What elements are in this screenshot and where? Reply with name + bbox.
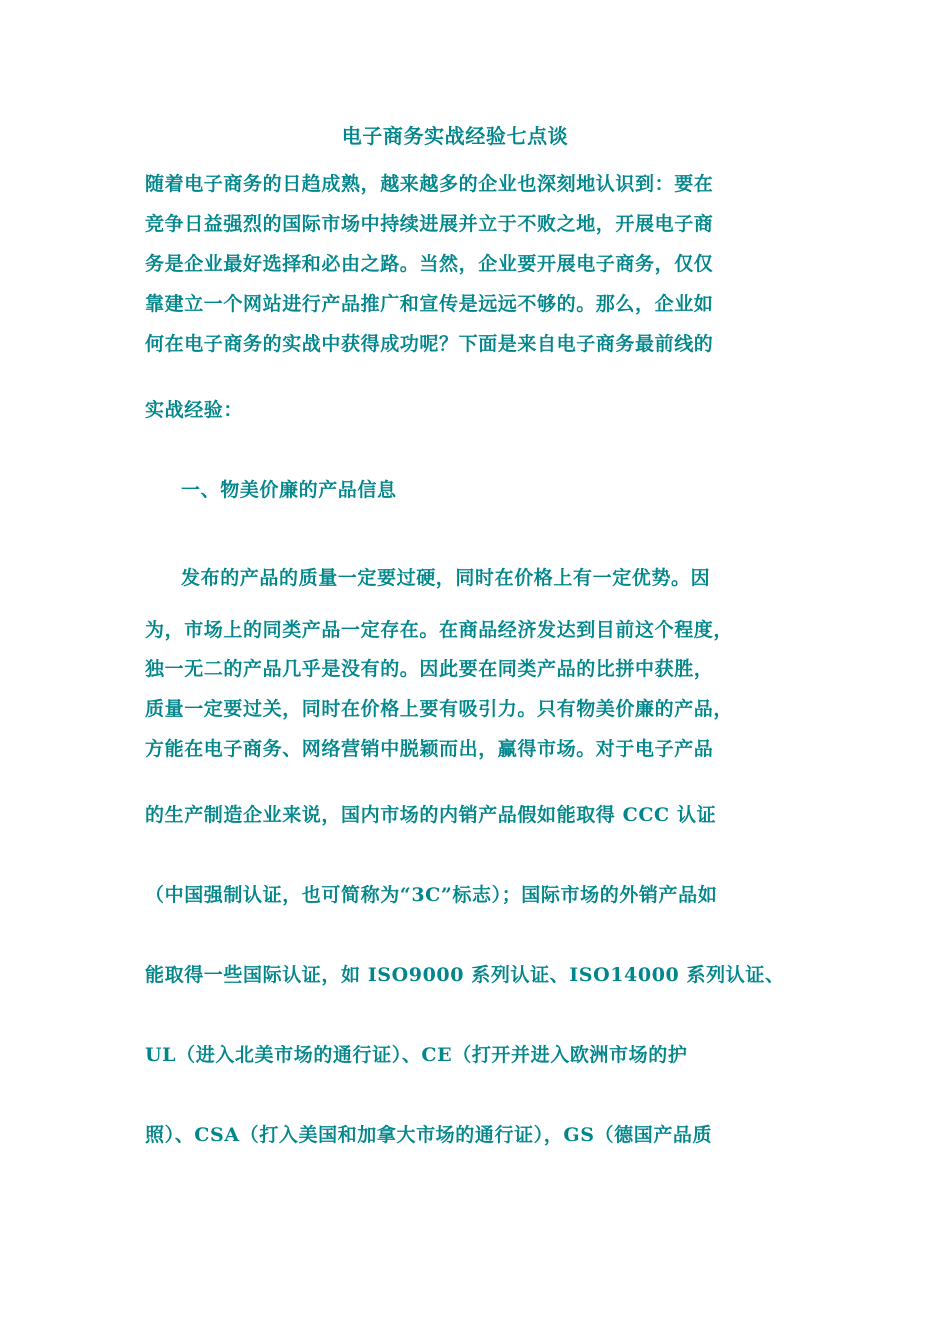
body-line: UL（进入北美市场的通行证）、CE（打开并进入欧洲市场的护	[145, 1044, 688, 1066]
intro-line: 随着电子商务的日趋成熟，越来越多的企业也深刻地认识到：要在	[145, 173, 714, 195]
section-heading: 一、物美价廉的产品信息	[181, 479, 397, 501]
body-line: 的生产制造企业来说，国内市场的内销产品假如能取得 CCC 认证	[145, 804, 717, 826]
intro-line: 靠建立一个网站进行产品推广和宣传是远远不够的。那么，企业如	[145, 293, 714, 315]
page-title: 电子商务实战经验七点谈	[341, 124, 569, 148]
body-line: 能取得一些国际认证，如 ISO9000 系列认证、ISO14000 系列认证、	[145, 964, 785, 986]
body-line: 发布的产品的质量一定要过硬，同时在价格上有一定优势。因	[181, 567, 711, 589]
intro-line: 竞争日益强烈的国际市场中持续进展并立于不败之地，开展电子商	[145, 213, 714, 235]
intro-line: 实战经验：	[145, 399, 244, 421]
body-line: 方能在电子商务、网络营销中脱颖而出，赢得市场。对于电子产品	[145, 738, 714, 760]
body-line: （中国强制认证，也可简称为“3C”标志）；国际市场的外销产品如	[145, 884, 718, 906]
intro-line: 务是企业最好选择和必由之路。当然，企业要开展电子商务，仅仅	[145, 253, 714, 275]
body-line: 质量一定要过关，同时在价格上要有吸引力。只有物美价廉的产品，	[145, 698, 734, 720]
body-line: 独一无二的产品几乎是没有的。因此要在同类产品的比拼中获胜，	[145, 658, 714, 680]
body-line: 照）、CSA（打入美国和加拿大市场的通行证），GS（德国产品质	[145, 1124, 713, 1146]
body-line: 为，市场上的同类产品一定存在。在商品经济发达到目前这个程度，	[145, 619, 734, 641]
intro-line: 何在电子商务的实战中获得成功呢？下面是来自电子商务最前线的	[145, 333, 714, 355]
